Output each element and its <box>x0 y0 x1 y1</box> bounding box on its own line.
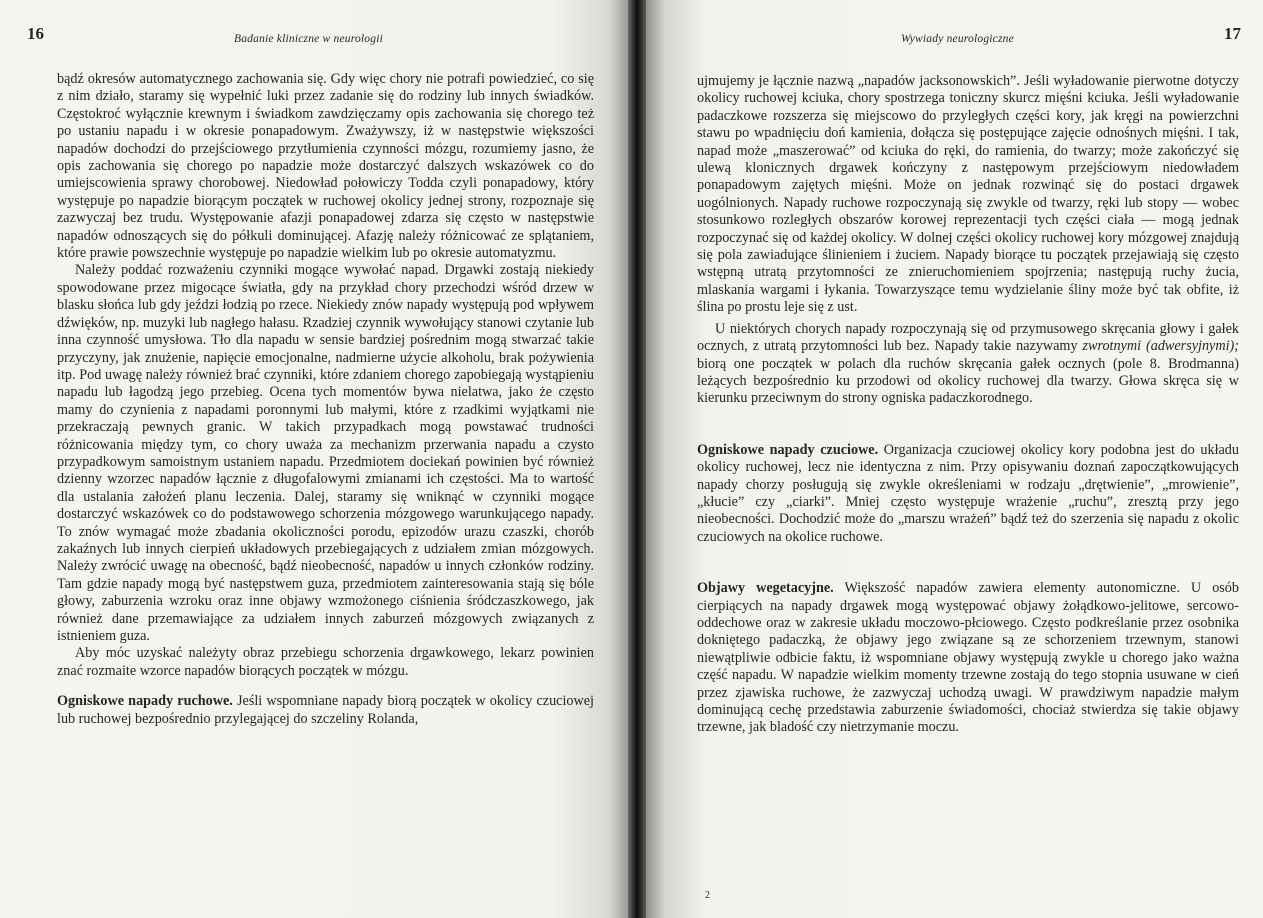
left-paragraph-4-text: Jeśli wspomniane napady biorą początek w okolicy czuciowej lub ruchowej bezpośrednio przylegającej do szczeliny Rolanda, <box>57 693 594 727</box>
right-paragraph-4 <box>697 580 1239 737</box>
left-paragraph-2: Należy poddać rozważeniu czynniki mogące wywołać napad. Drgawki zostają niekiedy spowodowane przez migocące światła, gdy na przykład chory przechodzi wśród drzew w blasku słońca lub gdy jeździ łodzią po rzece. Niekiedy znów napady występują pod wpływem dźwięków, np. muzyki lub nagłego hałasu. Rzadziej czynnik wywołujący stanowi czytanie lub inna czynność umysłowa. Tło dla napadu w sensie bardziej pośrednim mogą stwarzać takie przyczyny, jak znużenie, napięcie emocjonalne, nadmierne użycie alkoholu, brak pożywienia itp. Pod uwagę należy również brać czynniki, które zdaniem chorego zapobiegają wystąpieniu napadu lub łagodzą jego przebieg. Ocena tych momentów bywa nielatwa, jako że często mamy do czynienia z napadami poronnymi lub małymi, które z rzadkimi wyjątkami nie przekraczają pewnych granic. W takich przypadkach mogą powstawać trudności różnicowania między tym, co chory uważa za mechanizm przerwania napadu a czysto przypadkowym samoistnym ustaniem napadu. Przedmiotem dociekań powinien być również dzienny wzorzec napadów łącznie z długofalowymi zmianami ich częstości. Ma to wartość dla ustalania założeń planu leczenia. Dalej, staramy się wniknąć w czynniki mogące dostarczyć wskazówek co do podstawowego schorzenia mózgowego warunkującego napady. To znów wymagać może zbadania okoliczności porodu, epizodów urazu czaszki, chorób zakaźnych lub innych cierpień układowych przebiegających z udziałem zmian mózgowych. Należy zwrócić uwagę na obecność, bądź nieobecność, napadów u innych członków rodziny. Tam gdzie napady mogą być następstwem guza, przedmiotem zainteresowania stają się bóle głowy, zaburzenia wzroku oraz inne objawy wzmożonego ciśnienia śródczaszkowego, jak również dane przemawiające za udziałem innych zaburzeń mózgowych związanych z istnieniem guza. <box>57 262 594 644</box>
right-paragraph-2 <box>697 321 1239 408</box>
right-paragraph-3 <box>697 442 1239 546</box>
section-heading-sensory: Ogniskowe napady czuciowe. <box>697 441 879 458</box>
left-paragraph-4 <box>57 693 594 728</box>
left-body-text <box>57 71 594 728</box>
section-heading-vegetative: Objawy wegetacyjne. <box>697 580 834 597</box>
left-running-head: Badanie kliniczne w neurologii <box>234 33 383 45</box>
right-paragraph-3-text: Organizacja czuciowej okolicy kory podobna jest do układu okolicy ruchowej, lecz nie identyczna z nim. Przy opisywaniu doznań zapoczątkowujących napady chorzy posługują się zwykle określeniami w rodzaju „drętwienie”, „mrowienie”, „kłucie” czy „ciarki”. Mniej często występuje wrażenie „ruchu”, zresztą przy jego nieobecności. Dochodzić może do „marszu wrażeń” bądź też do szerzenia się napadu z okolic czuciowych na okolice ruchowe. <box>697 441 1239 545</box>
right-paragraph-4-text: Większość napadów zawiera elementy autonomiczne. U osób cierpiących na napady drgawek mogą występować objawy żołądkowo-jelitowe, sercowo-oddechowe oraz w zakresie układu moczowo-płciowego. Często podkreślanie przez osobnika dokniętego padaczką, że objawy jego związane są ze schorzeniem trzewnym, stanowi niewątpliwie odbicie faktu, iż wspomniane objawy występują zwykle u chorego jako ważna część napadu. W napadzie wielkim momenty trzewne zostają do tego stopnia usuwane w cień przez zjawiska ruchowe, że zazwyczaj uchodzą uwagi. W prawdziwym napadzie małym dominującą cechę przedstawia zaburzenie świadomości, chociaż stwierdza się takie objawy trzewne, jak bladość czy nietrzymanie moczu. <box>697 580 1239 736</box>
right-running-head: Wywiady neurologiczne <box>901 33 1014 45</box>
right-page-number: 17 <box>1224 24 1241 43</box>
left-paragraph-3: Aby móc uzyskać należyty obraz przebiegu schorzenia drgawkowego, lekarz powinien znać rozmaite wzorce napadów biorących początek w mózgu. <box>57 645 594 679</box>
section-heading-motor: Ogniskowe napady ruchowe. <box>57 693 233 710</box>
right-paragraph-2-end: biorą one początek w polach dla ruchów skręcania gałek ocznych (pole 8. Brodmanna) leżących bezpośrednio ku przodowi od okolicy ruchowej dla twarzy. Głowa skręca się w kierunku przeciwnym do strony ogniska padaczkorodnego. <box>697 355 1239 407</box>
left-page-number: 16 <box>27 24 44 43</box>
right-paragraph-1: ujmujemy je łącznie nazwą „napadów jacksonowskich”. Jeśli wyładowanie pierwotne dotyczy okolicy ruchowej kciuka, chory spostrzega toniczny skurcz mięśni kciuka. Jeśli wyładowanie padaczkowe rozszerza się miejscowo do przyległych części kory, jak kręgi na powierzchni stawu po wpadnięciu doń kamienia, dołącza się postępujące zajęcie odnośnych mięśni. I tak, napad może „maszerować” od kciuka do ręki, do ramienia, do twarzy; może zakończyć się ulewą klonicznych drgawek kończyny z następowym przejściowym niedowładem ponapadowym zajętych mięśni. Może on jednak rozwinąć się do postaci drgawek uogólnionych. Napady ruchowe rozpoczynają się zwykle od twarzy, ręki lub stopy — wobec stosunkowo rozległych obszarów korowej reprezentacji tych części ciała — mogą jednak rozpoczynać się od każdej okolicy. W dolnej części okolicy ruchowej kory mózgowej znajdują się pola zawiadujące ślinieniem i żuciem. Napady biorące tu początek przejawiają się często wstępną utratą przytomności ze znieruchomieniem spojrzenia; następują ruchy żucia, mlaskania wargami i łykania. Towarzyszące temu wydzielanie śliny może być tak obfite, iż ślina po prostu leje się z ust. <box>697 73 1239 316</box>
right-paragraph-2-start: U niektórych chorych napady rozpoczynają się od przymusowego skręcania głowy i gałek ocznych, z utratą przytomności lub bez. Napady takie nazywamy <box>697 320 1239 355</box>
right-body-text <box>697 73 1239 737</box>
right-footer-mark: 2 <box>705 890 710 901</box>
right-paragraph-2-italic: zwrotnymi (adwersyjnymi); <box>1082 338 1239 355</box>
book-gutter <box>628 0 646 918</box>
left-paragraph-1: bądź okresów automatycznego zachowania się. Gdy więc chory nie potrafi powiedzieć, co się z nim działo, staramy się wypełnić luki przez zadanie się do rodziny lub innych świadków. Częstokroć wyłącznie krewnym i świadkom zawdzięczamy opis zachowania się chorego też po ustaniu napadu i w okresie ponapadowym. Zważywszy, iż w następstwie większości napadów dochodzi do przejściowego przytłumienia czynności mózgu, rozumiemy jasno, że opis zachowania się chorego po napadzie może dostarczyć dalszych wskazówek co do umiejscowienia sprawy chorobowej. Niedowład połowiczy Todda czyli ponapadowy, który występuje po napadzie biorącym początek w ruchowej okolicy jednej strony, rozpoznaje się zazwyczaj bez trudu. Występowanie afazji ponapadowej zdarza się często w następstwie napadów odnoszących się do półkuli dominującej. Afazję należy różnicować ze splątaniem, które prawie powszechnie występuje po napadzie wielkim lub po okresie automatyzmu. <box>57 71 594 262</box>
